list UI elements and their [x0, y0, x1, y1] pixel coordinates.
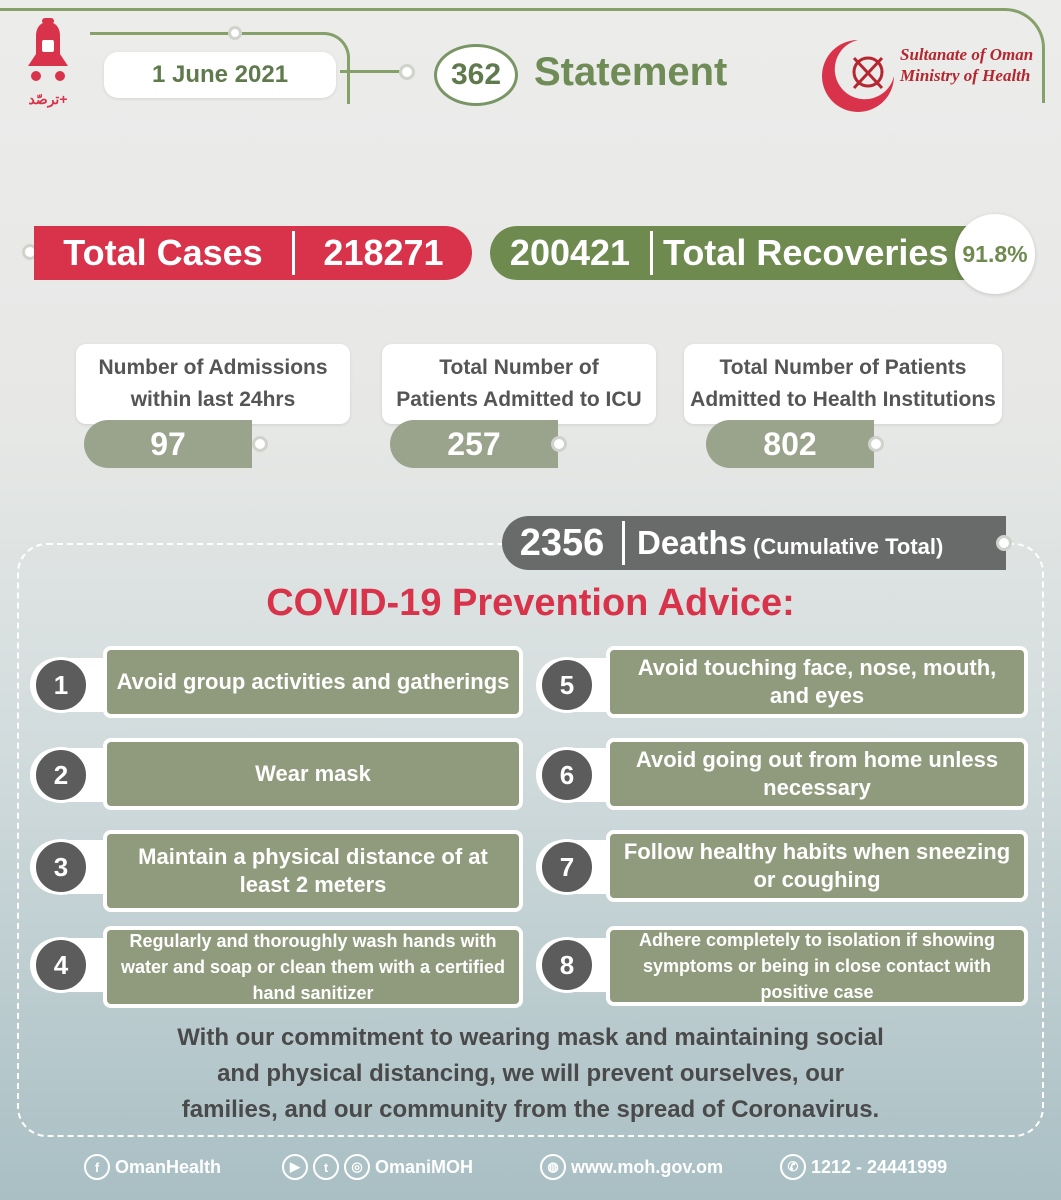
footer-facebook[interactable] [84, 1154, 221, 1180]
footer-social[interactable] [282, 1154, 473, 1180]
closing-message [0, 1020, 1061, 1128]
phone-number: 1212 - 24441999 [811, 1156, 948, 1177]
total-recoveries-bar [490, 226, 970, 280]
social-handle: OmaniMOH [375, 1156, 474, 1177]
total-cases-label: Total Cases [63, 232, 263, 273]
advice-number-7: 7 [539, 839, 595, 895]
deaths-dot [996, 535, 1012, 551]
tarassud-logo [14, 16, 82, 106]
advice-number-4: 4 [33, 937, 89, 993]
stat-card-admissions [76, 344, 350, 424]
deaths-label: Deaths [637, 524, 748, 561]
stat-label-line-2: Patients Admitted to ICU [396, 388, 642, 411]
advice-title: COVID-19 Prevention Advice: [266, 582, 795, 624]
advice-number-5: 5 [539, 657, 595, 713]
recovery-rate-badge: 91.8% [955, 214, 1035, 294]
statement-label: Statement [534, 50, 728, 94]
closing-line-3: families, and our community from the spread of Coronavirus. [181, 1096, 880, 1123]
youtube-icon: ▶ [282, 1154, 308, 1180]
stat-value-admissions: 97 [84, 420, 252, 468]
stat-value-icu: 257 [390, 420, 558, 468]
advice-item-2: Wear mask [103, 738, 523, 810]
total-cases-value: 218271 [323, 232, 444, 273]
facebook-handle: OmanHealth [115, 1156, 222, 1177]
globe-icon: ◍ [540, 1154, 566, 1180]
deaths-bar [502, 516, 1006, 570]
stat-dot [551, 436, 567, 452]
advice-number-3: 3 [33, 839, 89, 895]
closing-line-2: and physical distancing, we will prevent ourselves, our [217, 1060, 844, 1087]
phone-icon: ✆ [780, 1154, 806, 1180]
ministry-line-1: Sultanate of Oman [900, 45, 1034, 64]
stat-label-line-1: Total Number of Patients [719, 356, 967, 379]
twitter-icon: t [313, 1154, 339, 1180]
total-recoveries-value: 200421 [509, 232, 631, 273]
website-url: www.moh.gov.om [571, 1156, 723, 1177]
advice-item-4: Regularly and thoroughly wash hands with water and soap or clean them with a certified hand sanitizer [103, 926, 523, 1008]
date-connector-line [340, 70, 408, 73]
total-cases-bar [34, 226, 472, 280]
stat-card-institutions [684, 344, 1002, 424]
footer-website[interactable] [540, 1154, 723, 1180]
stat-value-institutions: 802 [706, 420, 874, 468]
stat-label-line-2: within last 24hrs [130, 388, 296, 411]
advice-item-1: Avoid group activities and gatherings [103, 646, 523, 718]
advice-number-8: 8 [539, 937, 595, 993]
tarassud-logo-text: ترصّد+ [28, 91, 68, 107]
advice-item-8: Adhere completely to isolation if showing symptoms or being in close contact with positive case [606, 926, 1028, 1006]
total-recoveries-label: Total Recoveries [663, 232, 949, 273]
advice-item-6: Avoid going out from home unless necessary [606, 738, 1028, 810]
advice-item-7: Follow healthy habits when sneezing or coughing [606, 830, 1028, 902]
advice-item-5: Avoid touching face, nose, mouth, and eyes [606, 646, 1028, 718]
ministry-name [900, 44, 1033, 86]
oman-emblem-icon [818, 36, 898, 116]
advice-item-3: Maintain a physical distance of at least 2 meters [103, 830, 523, 912]
deaths-sublabel: (Cumulative Total) [753, 534, 944, 559]
stat-dot [252, 436, 268, 452]
instagram-icon: ◎ [344, 1154, 370, 1180]
closing-line-1: With our commitment to wearing mask and maintaining social [177, 1024, 884, 1051]
date-frame-dot [228, 26, 242, 40]
advice-number-1: 1 [33, 657, 89, 713]
facebook-icon: f [84, 1154, 110, 1180]
stat-card-icu [382, 344, 656, 424]
statement-date: 1 June 2021 [104, 52, 336, 98]
advice-number-2: 2 [33, 747, 89, 803]
ministry-line-2: Ministry of Health [900, 66, 1031, 85]
advice-number-6: 6 [539, 747, 595, 803]
stat-label-line-1: Number of Admissions [98, 356, 328, 379]
stat-label-line-2: Admitted to Health Institutions [690, 388, 996, 411]
date-connector-dot [399, 64, 415, 80]
stat-dot [868, 436, 884, 452]
footer [0, 1150, 1061, 1184]
bell-icon [14, 16, 82, 86]
statement-number: 362 [434, 44, 518, 106]
footer-phone[interactable] [780, 1154, 947, 1180]
stat-label-line-1: Total Number of [439, 356, 599, 379]
deaths-value: 2356 [519, 521, 605, 564]
